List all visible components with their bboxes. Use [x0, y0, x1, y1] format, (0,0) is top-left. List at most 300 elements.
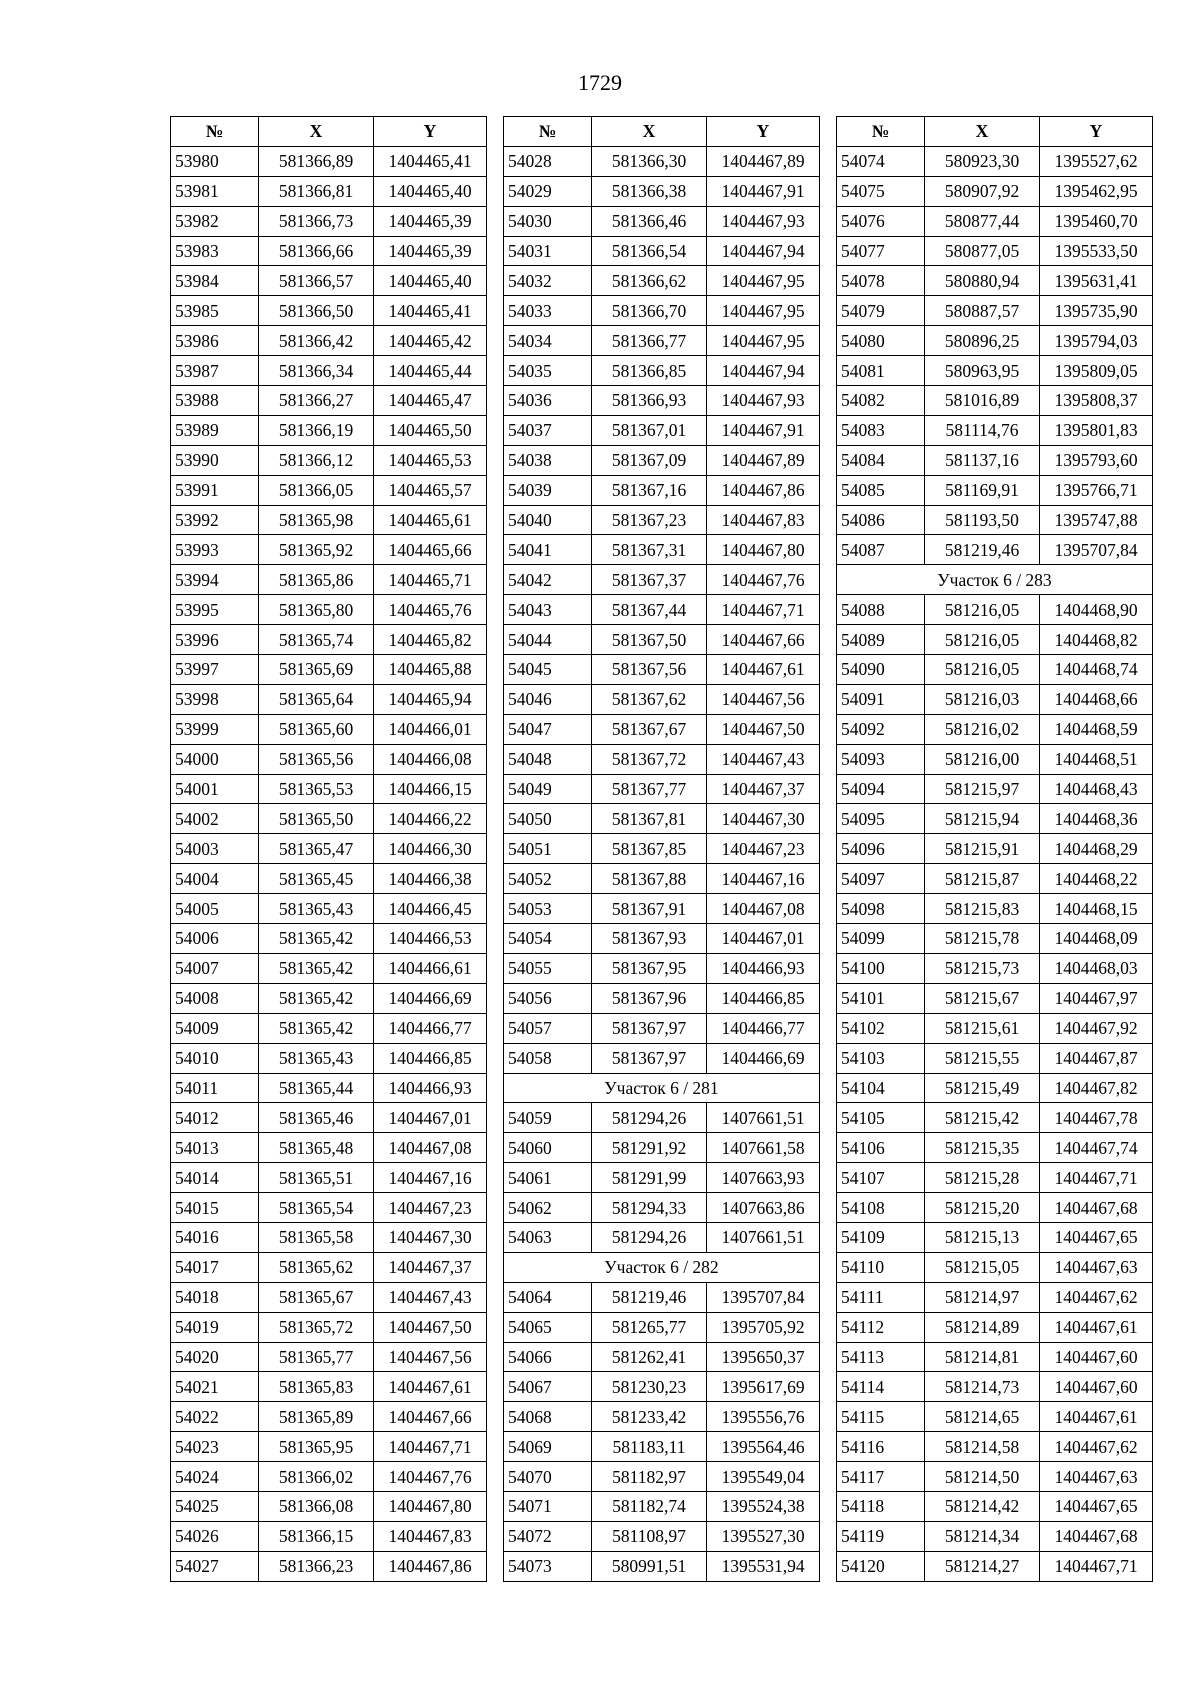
y-coordinate: 1404467,66 [707, 625, 820, 655]
x-coordinate: 581367,72 [592, 744, 707, 774]
x-coordinate: 581365,43 [259, 1043, 374, 1073]
y-coordinate: 1404465,76 [374, 595, 487, 625]
y-coordinate: 1404467,08 [374, 1133, 487, 1163]
point-number: 53994 [171, 565, 259, 595]
y-coordinate: 1404467,80 [707, 535, 820, 565]
table-row [171, 535, 487, 565]
point-number: 54083 [837, 415, 925, 445]
x-coordinate: 581367,56 [592, 655, 707, 685]
table-row [504, 1402, 820, 1432]
x-coordinate: 581367,09 [592, 445, 707, 475]
table-row [171, 1521, 487, 1551]
y-coordinate: 1404467,63 [1040, 1462, 1153, 1492]
x-coordinate: 581366,12 [259, 445, 374, 475]
table-row [504, 744, 820, 774]
table-row [171, 475, 487, 505]
point-number: 54095 [837, 804, 925, 834]
y-coordinate: 1407661,51 [707, 1103, 820, 1133]
y-coordinate: 1404468,74 [1040, 655, 1153, 685]
point-number: 54016 [171, 1222, 259, 1252]
point-number: 54056 [504, 983, 592, 1013]
x-coordinate: 581230,23 [592, 1372, 707, 1402]
y-coordinate: 1404466,15 [374, 774, 487, 804]
point-number: 54059 [504, 1103, 592, 1133]
y-coordinate: 1404467,86 [374, 1551, 487, 1581]
y-coordinate: 1404468,15 [1040, 894, 1153, 924]
point-number: 54057 [504, 1013, 592, 1043]
y-coordinate: 1404467,01 [707, 924, 820, 954]
x-coordinate: 581215,49 [925, 1073, 1040, 1103]
table-row [837, 1013, 1153, 1043]
x-coordinate: 581365,72 [259, 1312, 374, 1342]
x-coordinate: 580907,92 [925, 176, 1040, 206]
point-number: 54011 [171, 1073, 259, 1103]
x-coordinate: 581016,89 [925, 386, 1040, 416]
y-coordinate: 1404468,09 [1040, 924, 1153, 954]
table-row [171, 714, 487, 744]
y-coordinate: 1407663,93 [707, 1163, 820, 1193]
table-row [504, 595, 820, 625]
point-number: 54014 [171, 1163, 259, 1193]
y-coordinate: 1404467,23 [707, 834, 820, 864]
x-coordinate: 581137,16 [925, 445, 1040, 475]
y-coordinate: 1404466,85 [374, 1043, 487, 1073]
point-number: 54039 [504, 475, 592, 505]
x-coordinate: 581365,69 [259, 655, 374, 685]
x-coordinate: 581214,73 [925, 1372, 1040, 1402]
x-coordinate: 581367,93 [592, 924, 707, 954]
table-row [504, 1013, 820, 1043]
x-coordinate: 581214,50 [925, 1462, 1040, 1492]
x-coordinate: 581367,96 [592, 983, 707, 1013]
table-row [504, 864, 820, 894]
x-coordinate: 581215,78 [925, 924, 1040, 954]
point-number: 54007 [171, 953, 259, 983]
point-number: 54053 [504, 894, 592, 924]
x-coordinate: 580880,94 [925, 266, 1040, 296]
point-number: 54020 [171, 1342, 259, 1372]
x-coordinate: 581215,35 [925, 1133, 1040, 1163]
point-number: 54075 [837, 176, 925, 206]
y-coordinate: 1404466,08 [374, 744, 487, 774]
x-coordinate: 581219,46 [925, 535, 1040, 565]
y-coordinate: 1407663,86 [707, 1193, 820, 1223]
section-row [837, 565, 1153, 595]
point-number: 53986 [171, 326, 259, 356]
table-row [504, 1521, 820, 1551]
x-coordinate: 581367,97 [592, 1013, 707, 1043]
y-coordinate: 1404467,16 [374, 1163, 487, 1193]
y-coordinate: 1404466,53 [374, 924, 487, 954]
point-number: 53998 [171, 684, 259, 714]
section-title: Участок 6 / 283 [837, 565, 1153, 595]
table-row [504, 206, 820, 236]
point-number: 54002 [171, 804, 259, 834]
y-coordinate: 1404467,66 [374, 1402, 487, 1432]
y-coordinate: 1395527,62 [1040, 146, 1153, 176]
table-row [171, 625, 487, 655]
x-coordinate: 581365,46 [259, 1103, 374, 1133]
table-row [504, 1491, 820, 1521]
table-row [504, 146, 820, 176]
y-coordinate: 1395808,37 [1040, 386, 1153, 416]
table-row [171, 445, 487, 475]
point-number: 54032 [504, 266, 592, 296]
x-coordinate: 581367,81 [592, 804, 707, 834]
table-row [504, 236, 820, 266]
point-number: 54076 [837, 206, 925, 236]
table-row [504, 774, 820, 804]
x-coordinate: 581365,74 [259, 625, 374, 655]
point-number: 53980 [171, 146, 259, 176]
x-coordinate: 581215,20 [925, 1193, 1040, 1223]
y-coordinate: 1404465,44 [374, 356, 487, 386]
x-coordinate: 581365,54 [259, 1193, 374, 1223]
y-coordinate: 1404467,95 [707, 296, 820, 326]
y-coordinate: 1404467,30 [707, 804, 820, 834]
table-row [171, 565, 487, 595]
point-number: 54066 [504, 1342, 592, 1372]
y-coordinate: 1404466,45 [374, 894, 487, 924]
point-number: 53996 [171, 625, 259, 655]
y-coordinate: 1404467,61 [1040, 1312, 1153, 1342]
x-coordinate: 581365,42 [259, 983, 374, 1013]
y-coordinate: 1404466,77 [374, 1013, 487, 1043]
x-coordinate: 581294,33 [592, 1193, 707, 1223]
table-row [504, 1282, 820, 1312]
y-coordinate: 1395533,50 [1040, 236, 1153, 266]
x-coordinate: 581365,47 [259, 834, 374, 864]
point-number: 54117 [837, 1462, 925, 1492]
table-row [837, 655, 1153, 685]
point-number: 54070 [504, 1462, 592, 1492]
y-coordinate: 1404465,88 [374, 655, 487, 685]
table-row [504, 655, 820, 685]
x-coordinate: 581367,97 [592, 1043, 707, 1073]
x-coordinate: 581215,97 [925, 774, 1040, 804]
table-header-row [504, 117, 820, 147]
point-number: 54119 [837, 1521, 925, 1551]
table-row [504, 924, 820, 954]
table-row [837, 266, 1153, 296]
table-row [171, 296, 487, 326]
table-row [504, 1043, 820, 1073]
table-row [837, 595, 1153, 625]
point-number: 53984 [171, 266, 259, 296]
x-coordinate: 580991,51 [592, 1551, 707, 1581]
x-coordinate: 581262,41 [592, 1342, 707, 1372]
y-coordinate: 1404467,74 [1040, 1133, 1153, 1163]
table-row [837, 834, 1153, 864]
y-coordinate: 1395705,92 [707, 1312, 820, 1342]
table-row [837, 326, 1153, 356]
table-row [504, 1163, 820, 1193]
table-row [837, 1252, 1153, 1282]
point-number: 54102 [837, 1013, 925, 1043]
y-coordinate: 1404467,93 [707, 206, 820, 236]
table-row [837, 1312, 1153, 1342]
y-coordinate: 1404467,63 [1040, 1252, 1153, 1282]
y-coordinate: 1404465,61 [374, 505, 487, 535]
table-row [837, 684, 1153, 714]
y-coordinate: 1404467,71 [1040, 1551, 1153, 1581]
x-coordinate: 581215,05 [925, 1252, 1040, 1282]
point-number: 53981 [171, 176, 259, 206]
table-row [171, 983, 487, 1013]
y-coordinate: 1395524,38 [707, 1491, 820, 1521]
point-number: 54000 [171, 744, 259, 774]
point-number: 54081 [837, 356, 925, 386]
point-number: 54048 [504, 744, 592, 774]
table-row [171, 146, 487, 176]
y-coordinate: 1404467,30 [374, 1222, 487, 1252]
x-coordinate: 581365,80 [259, 595, 374, 625]
point-number: 54065 [504, 1312, 592, 1342]
table-row [171, 1073, 487, 1103]
x-coordinate: 580963,95 [925, 356, 1040, 386]
x-coordinate: 581366,89 [259, 146, 374, 176]
y-coordinate: 1404466,93 [374, 1073, 487, 1103]
x-coordinate: 581265,77 [592, 1312, 707, 1342]
table-row [837, 296, 1153, 326]
table-row [837, 386, 1153, 416]
point-number: 54061 [504, 1163, 592, 1193]
point-number: 54017 [171, 1252, 259, 1282]
point-number: 54082 [837, 386, 925, 416]
point-number: 54042 [504, 565, 592, 595]
y-coordinate: 1404467,95 [707, 326, 820, 356]
point-number: 54018 [171, 1282, 259, 1312]
y-coordinate: 1404465,94 [374, 684, 487, 714]
point-number: 54116 [837, 1432, 925, 1462]
point-number: 54114 [837, 1372, 925, 1402]
x-coordinate: 581214,89 [925, 1312, 1040, 1342]
y-coordinate: 1404465,41 [374, 296, 487, 326]
y-coordinate: 1404466,61 [374, 953, 487, 983]
coordinates-table-3 [836, 116, 1153, 1582]
x-coordinate: 581233,42 [592, 1402, 707, 1432]
x-coordinate: 581294,26 [592, 1103, 707, 1133]
x-coordinate: 581365,42 [259, 1013, 374, 1043]
x-coordinate: 581365,89 [259, 1402, 374, 1432]
y-coordinate: 1404466,22 [374, 804, 487, 834]
table-row [171, 894, 487, 924]
point-number: 54074 [837, 146, 925, 176]
table-row [171, 1282, 487, 1312]
point-number: 54022 [171, 1402, 259, 1432]
point-number: 54104 [837, 1073, 925, 1103]
point-number: 53988 [171, 386, 259, 416]
point-number: 54050 [504, 804, 592, 834]
header-y: Y [707, 117, 820, 147]
point-number: 53985 [171, 296, 259, 326]
y-coordinate: 1404465,57 [374, 475, 487, 505]
y-coordinate: 1404467,86 [707, 475, 820, 505]
table-row [837, 1193, 1153, 1223]
point-number: 54010 [171, 1043, 259, 1073]
x-coordinate: 581366,15 [259, 1521, 374, 1551]
table-row [837, 983, 1153, 1013]
table-row [837, 1073, 1153, 1103]
y-coordinate: 1395794,03 [1040, 326, 1153, 356]
y-coordinate: 1404468,36 [1040, 804, 1153, 834]
point-number: 54029 [504, 176, 592, 206]
y-coordinate: 1404465,53 [374, 445, 487, 475]
x-coordinate: 581214,97 [925, 1282, 1040, 1312]
y-coordinate: 1395549,04 [707, 1462, 820, 1492]
point-number: 54080 [837, 326, 925, 356]
x-coordinate: 581169,91 [925, 475, 1040, 505]
y-coordinate: 1395556,76 [707, 1402, 820, 1432]
table-row [504, 834, 820, 864]
x-coordinate: 581366,54 [592, 236, 707, 266]
point-number: 54031 [504, 236, 592, 266]
table-row [171, 415, 487, 445]
x-coordinate: 581291,92 [592, 1133, 707, 1163]
point-number: 54024 [171, 1462, 259, 1492]
table-row [171, 1043, 487, 1073]
x-coordinate: 581367,16 [592, 475, 707, 505]
y-coordinate: 1404466,69 [707, 1043, 820, 1073]
table-row [171, 1462, 487, 1492]
table-row [837, 864, 1153, 894]
point-number: 54118 [837, 1491, 925, 1521]
table-row [837, 1521, 1153, 1551]
table-row [171, 1402, 487, 1432]
point-number: 54106 [837, 1133, 925, 1163]
x-coordinate: 581365,45 [259, 864, 374, 894]
table-row [504, 1372, 820, 1402]
x-coordinate: 581215,55 [925, 1043, 1040, 1073]
point-number: 54051 [504, 834, 592, 864]
x-coordinate: 581366,27 [259, 386, 374, 416]
y-coordinate: 1404467,94 [707, 356, 820, 386]
point-number: 54107 [837, 1163, 925, 1193]
point-number: 54115 [837, 1402, 925, 1432]
x-coordinate: 580887,57 [925, 296, 1040, 326]
x-coordinate: 581215,67 [925, 983, 1040, 1013]
table-row [504, 266, 820, 296]
y-coordinate: 1395707,84 [707, 1282, 820, 1312]
y-coordinate: 1404466,69 [374, 983, 487, 1013]
table-row [837, 744, 1153, 774]
x-coordinate: 581367,67 [592, 714, 707, 744]
x-coordinate: 581215,83 [925, 894, 1040, 924]
x-coordinate: 581367,62 [592, 684, 707, 714]
table-row [837, 1551, 1153, 1581]
x-coordinate: 581365,98 [259, 505, 374, 535]
point-number: 54093 [837, 744, 925, 774]
table-row [171, 326, 487, 356]
point-number: 54110 [837, 1252, 925, 1282]
y-coordinate: 1395631,41 [1040, 266, 1153, 296]
point-number: 54097 [837, 864, 925, 894]
x-coordinate: 581365,43 [259, 894, 374, 924]
table-row [837, 714, 1153, 744]
x-coordinate: 580877,44 [925, 206, 1040, 236]
point-number: 54001 [171, 774, 259, 804]
point-number: 54027 [171, 1551, 259, 1581]
x-coordinate: 581365,86 [259, 565, 374, 595]
y-coordinate: 1395793,60 [1040, 445, 1153, 475]
y-coordinate: 1404467,95 [707, 266, 820, 296]
x-coordinate: 581367,91 [592, 894, 707, 924]
point-number: 54023 [171, 1432, 259, 1462]
table-row [171, 356, 487, 386]
y-coordinate: 1404467,61 [707, 655, 820, 685]
table-row [837, 176, 1153, 206]
x-coordinate: 581216,05 [925, 595, 1040, 625]
point-number: 54019 [171, 1312, 259, 1342]
table-row [837, 774, 1153, 804]
point-number: 54099 [837, 924, 925, 954]
point-number: 54112 [837, 1312, 925, 1342]
table-row [504, 1103, 820, 1133]
table-header-row [837, 117, 1153, 147]
point-number: 54091 [837, 684, 925, 714]
table-row [504, 1222, 820, 1252]
y-coordinate: 1404467,89 [707, 146, 820, 176]
table-row [171, 684, 487, 714]
x-coordinate: 581215,42 [925, 1103, 1040, 1133]
point-number: 54120 [837, 1551, 925, 1581]
y-coordinate: 1404467,76 [707, 565, 820, 595]
y-coordinate: 1404467,37 [374, 1252, 487, 1282]
x-coordinate: 581219,46 [592, 1282, 707, 1312]
x-coordinate: 581366,02 [259, 1462, 374, 1492]
x-coordinate: 581365,67 [259, 1282, 374, 1312]
y-coordinate: 1404467,78 [1040, 1103, 1153, 1133]
table-row [171, 655, 487, 685]
table-row [504, 415, 820, 445]
y-coordinate: 1404467,89 [707, 445, 820, 475]
table-row [171, 386, 487, 416]
point-number: 54047 [504, 714, 592, 744]
x-coordinate: 581182,97 [592, 1462, 707, 1492]
x-coordinate: 581365,77 [259, 1342, 374, 1372]
point-number: 54035 [504, 356, 592, 386]
point-number: 54005 [171, 894, 259, 924]
x-coordinate: 581214,34 [925, 1521, 1040, 1551]
x-coordinate: 581214,81 [925, 1342, 1040, 1372]
y-coordinate: 1404468,59 [1040, 714, 1153, 744]
x-coordinate: 581365,44 [259, 1073, 374, 1103]
table-header-row [171, 117, 487, 147]
x-coordinate: 581367,85 [592, 834, 707, 864]
table-row [504, 804, 820, 834]
header-x: X [592, 117, 707, 147]
y-coordinate: 1404467,50 [707, 714, 820, 744]
header-number: № [171, 117, 259, 147]
y-coordinate: 1404468,29 [1040, 834, 1153, 864]
x-coordinate: 581365,48 [259, 1133, 374, 1163]
x-coordinate: 581366,30 [592, 146, 707, 176]
section-row [504, 1252, 820, 1282]
header-y: Y [374, 117, 487, 147]
y-coordinate: 1404467,01 [374, 1103, 487, 1133]
table-row [504, 625, 820, 655]
x-coordinate: 581366,70 [592, 296, 707, 326]
table-row [837, 1462, 1153, 1492]
point-number: 53997 [171, 655, 259, 685]
table-row [504, 1432, 820, 1462]
table-row [171, 1551, 487, 1581]
table-row [171, 1163, 487, 1193]
point-number: 54043 [504, 595, 592, 625]
y-coordinate: 1404467,62 [1040, 1432, 1153, 1462]
coordinates-table-2 [503, 116, 820, 1582]
y-coordinate: 1404465,41 [374, 146, 487, 176]
